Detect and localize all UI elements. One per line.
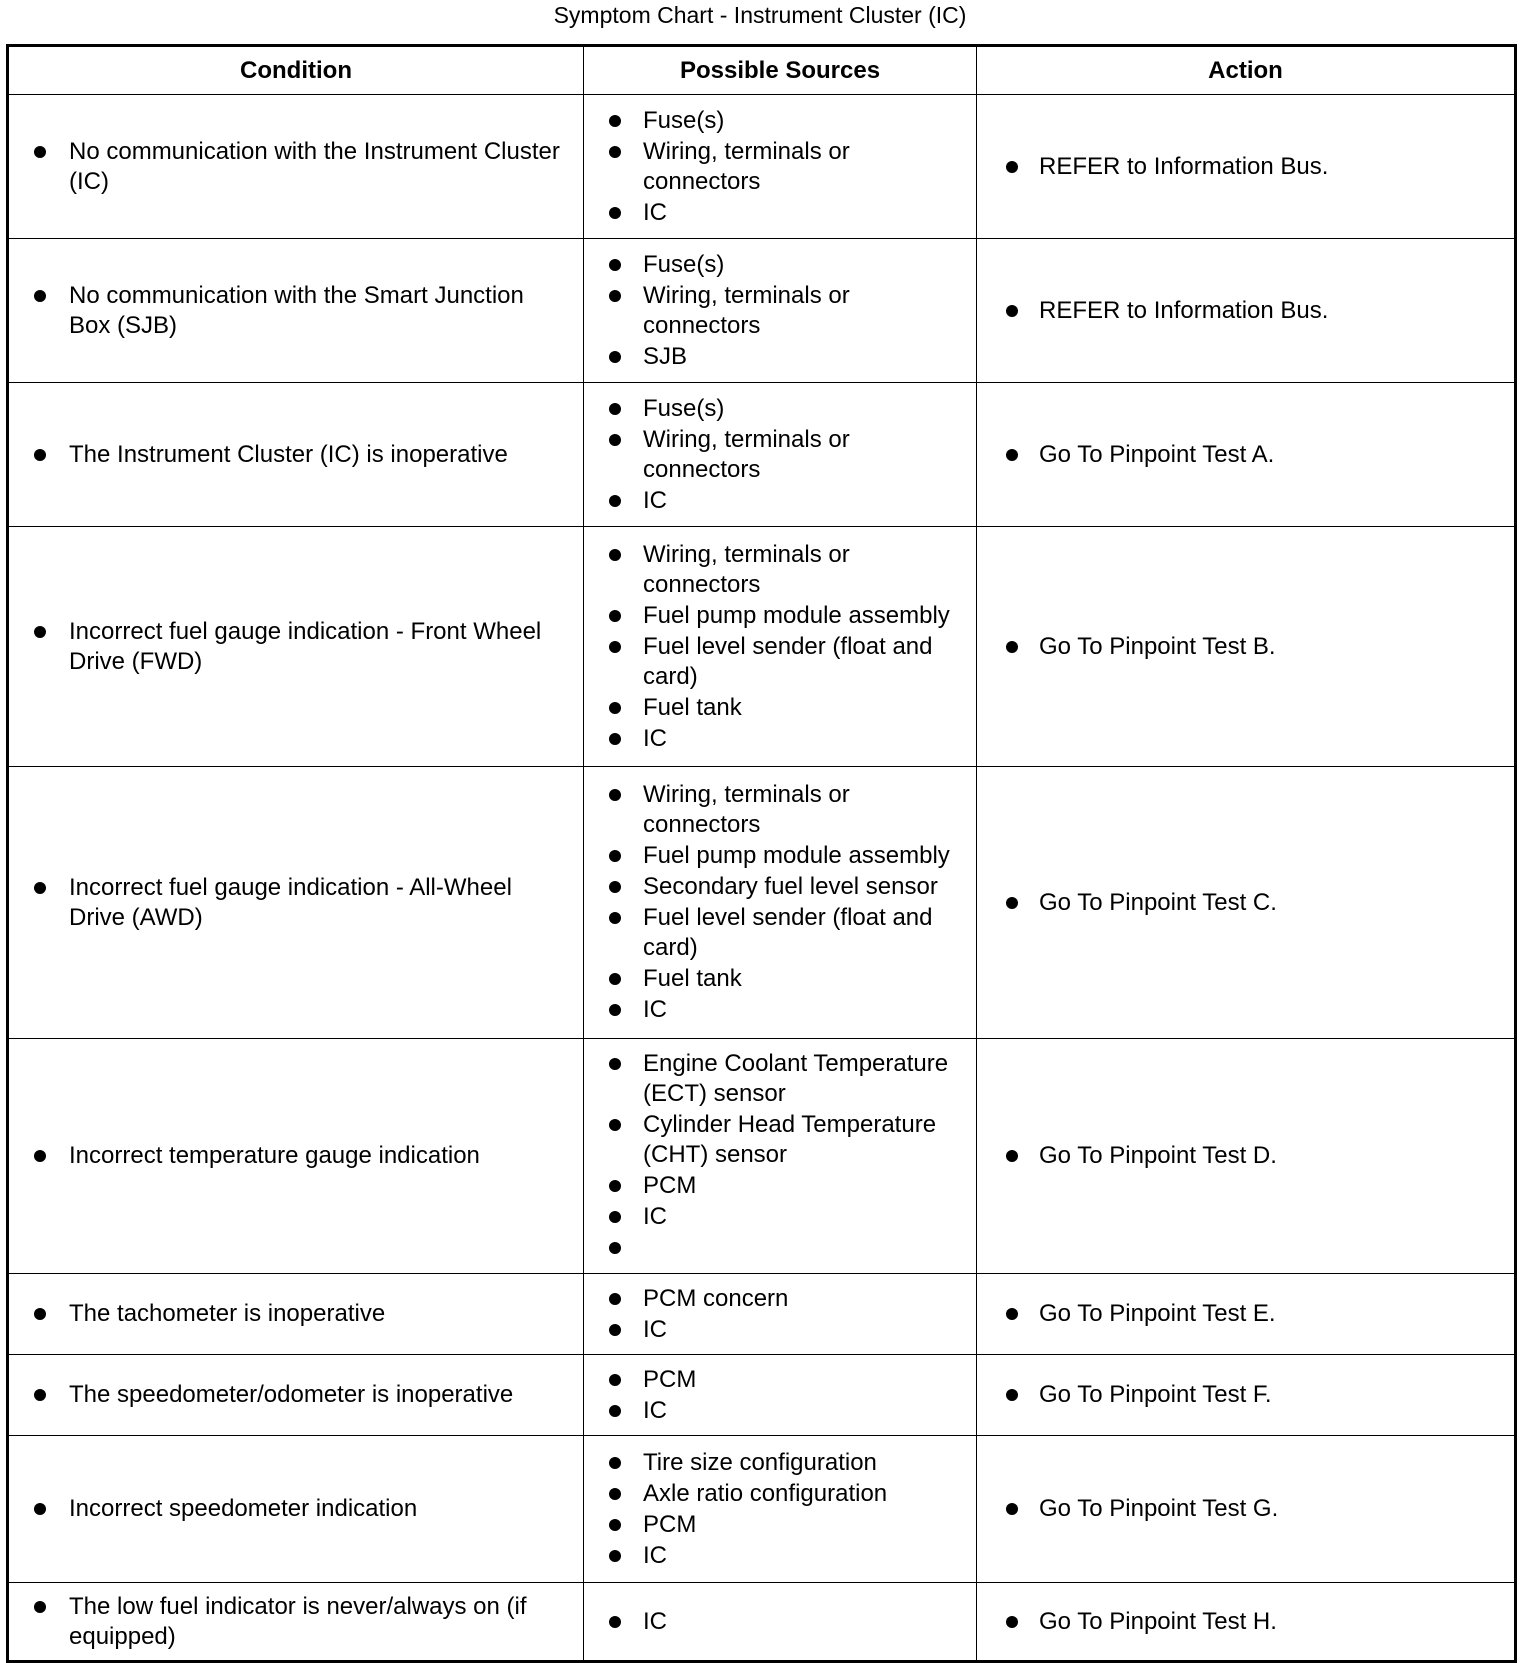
source-item bbox=[609, 693, 968, 723]
source-item-text: Wiring, terminals or connectors bbox=[643, 281, 850, 339]
bullet-icon bbox=[609, 1457, 621, 1469]
condition-cell bbox=[8, 1436, 584, 1583]
source-item-text: IC bbox=[643, 996, 667, 1023]
sources-cell bbox=[584, 239, 977, 383]
bullet-icon bbox=[609, 207, 621, 219]
bullet-icon bbox=[609, 549, 621, 561]
source-item-text: IC bbox=[643, 1607, 667, 1635]
table-row bbox=[8, 239, 1516, 383]
source-item bbox=[609, 1202, 968, 1232]
bullet-icon bbox=[609, 259, 621, 271]
source-item-text: IC bbox=[643, 198, 667, 226]
source-item bbox=[609, 1365, 968, 1395]
condition-item-text: The low fuel indicator is never/always on (if equipped) bbox=[69, 1592, 527, 1650]
condition-item-text: Incorrect fuel gauge indication - All-Wheel Drive (AWD) bbox=[69, 873, 512, 931]
bullet-icon bbox=[609, 1058, 621, 1070]
source-item-text: IC bbox=[643, 1396, 667, 1424]
table-row bbox=[8, 527, 1516, 767]
bullet-icon bbox=[1006, 897, 1018, 909]
source-item bbox=[609, 841, 968, 871]
sources-cell bbox=[584, 1436, 977, 1583]
bullet-icon bbox=[609, 1550, 621, 1562]
bullet-icon bbox=[609, 146, 621, 158]
action-item bbox=[1006, 1299, 1502, 1329]
action-item bbox=[1006, 1607, 1502, 1637]
table-row bbox=[8, 1274, 1516, 1355]
condition-item-text: No communication with the Instrument Cluster (IC) bbox=[69, 137, 560, 195]
bullet-icon bbox=[609, 351, 621, 363]
table-row bbox=[8, 1355, 1516, 1436]
source-item bbox=[609, 281, 968, 341]
action-item bbox=[1006, 152, 1502, 182]
action-item bbox=[1006, 1380, 1502, 1410]
source-item bbox=[609, 964, 968, 994]
action-item-text: Go To Pinpoint Test B. bbox=[1039, 632, 1276, 660]
bullet-icon bbox=[609, 881, 621, 893]
source-item bbox=[609, 903, 968, 963]
source-item bbox=[609, 1171, 968, 1201]
bullet-icon bbox=[609, 434, 621, 446]
bullet-icon bbox=[609, 1519, 621, 1531]
bullet-icon bbox=[1006, 1389, 1018, 1401]
condition-item-text: The speedometer/odometer is inoperative bbox=[69, 1381, 514, 1408]
action-cell bbox=[977, 95, 1516, 239]
action-item-text: Go To Pinpoint Test A. bbox=[1039, 440, 1275, 468]
source-item-text: SJB bbox=[643, 342, 688, 370]
bullet-icon bbox=[1006, 1308, 1018, 1320]
source-item-text: Fuse(s) bbox=[643, 250, 725, 278]
source-item-text: Fuse(s) bbox=[643, 394, 725, 422]
bullet-icon bbox=[34, 290, 46, 302]
action-item-text: Go To Pinpoint Test G. bbox=[1039, 1495, 1279, 1522]
source-item-text: IC bbox=[643, 1541, 667, 1569]
source-item-text: PCM bbox=[643, 1172, 697, 1199]
source-item-text: Fuse(s) bbox=[643, 106, 725, 134]
action-item bbox=[1006, 1141, 1502, 1171]
source-item-text: PCM bbox=[643, 1510, 697, 1538]
action-item-text: REFER to Information Bus. bbox=[1039, 296, 1329, 324]
table-row bbox=[8, 1436, 1516, 1583]
condition-item bbox=[34, 1494, 571, 1524]
source-item bbox=[609, 780, 968, 840]
source-item-text: PCM bbox=[643, 1365, 697, 1393]
action-item-text: Go To Pinpoint Test D. bbox=[1039, 1142, 1277, 1169]
source-item bbox=[609, 1233, 968, 1263]
source-item-text: Wiring, terminals or connectors bbox=[643, 425, 850, 483]
bullet-icon bbox=[609, 1324, 621, 1336]
bullet-icon bbox=[609, 115, 621, 127]
bullet-icon bbox=[609, 1180, 621, 1192]
bullet-icon bbox=[34, 1150, 46, 1162]
source-item-text: IC bbox=[643, 1203, 667, 1230]
source-item bbox=[609, 1284, 968, 1314]
action-item-text: Go To Pinpoint Test F. bbox=[1039, 1381, 1272, 1408]
bullet-icon bbox=[609, 1616, 621, 1628]
condition-item bbox=[34, 873, 571, 933]
condition-cell bbox=[8, 1355, 584, 1436]
source-item bbox=[609, 342, 968, 372]
table-row bbox=[8, 95, 1516, 239]
source-item-text: Fuel pump module assembly bbox=[643, 601, 950, 629]
sources-cell bbox=[584, 1274, 977, 1355]
table-row bbox=[8, 1039, 1516, 1274]
condition-item bbox=[34, 281, 571, 341]
source-item bbox=[609, 425, 968, 485]
source-item-text: IC bbox=[643, 1315, 667, 1343]
sources-cell bbox=[584, 1355, 977, 1436]
source-item bbox=[609, 1049, 968, 1109]
source-item-text: Fuel tank bbox=[643, 965, 742, 992]
condition-item bbox=[34, 1299, 571, 1329]
source-item bbox=[609, 872, 968, 902]
condition-item-text: The Instrument Cluster (IC) is inoperative bbox=[69, 440, 508, 468]
bullet-icon bbox=[34, 882, 46, 894]
condition-cell bbox=[8, 239, 584, 383]
source-item-text: Fuel pump module assembly bbox=[643, 842, 950, 869]
sources-cell bbox=[584, 1039, 977, 1274]
sources-cell bbox=[584, 383, 977, 527]
action-item-text: Go To Pinpoint Test C. bbox=[1039, 888, 1277, 916]
source-item-text: Cylinder Head Temperature (CHT) sensor bbox=[643, 1111, 937, 1168]
source-item bbox=[609, 137, 968, 197]
action-cell bbox=[977, 1583, 1516, 1662]
bullet-icon bbox=[609, 610, 621, 622]
bullet-icon bbox=[609, 973, 621, 985]
source-item bbox=[609, 1479, 968, 1509]
bullet-icon bbox=[1006, 161, 1018, 173]
source-item bbox=[609, 1396, 968, 1426]
action-cell bbox=[977, 1436, 1516, 1583]
bullet-icon bbox=[34, 1601, 46, 1613]
condition-item bbox=[34, 137, 571, 197]
source-item-text: Wiring, terminals or connectors bbox=[643, 540, 850, 598]
action-item-text: Go To Pinpoint Test E. bbox=[1039, 1300, 1276, 1327]
bullet-icon bbox=[609, 702, 621, 714]
source-item-text: Fuel level sender (float and card) bbox=[643, 632, 933, 690]
condition-cell bbox=[8, 1274, 584, 1355]
condition-item bbox=[34, 1592, 571, 1652]
source-item bbox=[609, 1110, 968, 1170]
source-item-text: IC bbox=[643, 486, 667, 514]
source-item-text: Wiring, terminals or connectors bbox=[643, 781, 850, 838]
action-item bbox=[1006, 296, 1502, 326]
action-cell bbox=[977, 1039, 1516, 1274]
bullet-icon bbox=[609, 641, 621, 653]
symptom-chart-table bbox=[6, 44, 1517, 1663]
source-item-text: Secondary fuel level sensor bbox=[643, 873, 938, 900]
bullet-icon bbox=[34, 1308, 46, 1320]
sources-cell bbox=[584, 95, 977, 239]
source-item-text: Engine Coolant Temperature (ECT) sensor bbox=[643, 1050, 949, 1107]
bullet-icon bbox=[609, 912, 621, 924]
page-title: Symptom Chart - Instrument Cluster (IC) bbox=[553, 2, 967, 28]
action-item bbox=[1006, 440, 1502, 470]
source-item-text: Tire size configuration bbox=[643, 1448, 877, 1476]
source-item bbox=[609, 632, 968, 692]
action-cell bbox=[977, 767, 1516, 1039]
bullet-icon bbox=[1006, 1503, 1018, 1515]
bullet-icon bbox=[1006, 641, 1018, 653]
bullet-icon bbox=[609, 733, 621, 745]
source-item bbox=[609, 1448, 968, 1478]
bullet-icon bbox=[609, 850, 621, 862]
bullet-icon bbox=[1006, 449, 1018, 461]
table-row bbox=[8, 767, 1516, 1039]
source-item bbox=[609, 995, 968, 1025]
condition-item bbox=[34, 617, 571, 677]
action-header: Action bbox=[977, 46, 1516, 95]
source-item bbox=[609, 1541, 968, 1571]
table-body bbox=[8, 95, 1516, 1662]
source-item bbox=[609, 601, 968, 631]
bullet-icon bbox=[1006, 1616, 1018, 1628]
source-item-text: PCM concern bbox=[643, 1284, 789, 1312]
action-cell bbox=[977, 1274, 1516, 1355]
bullet-icon bbox=[609, 495, 621, 507]
condition-item bbox=[34, 1141, 571, 1171]
condition-cell bbox=[8, 383, 584, 527]
condition-cell bbox=[8, 527, 584, 767]
condition-header: Condition bbox=[8, 46, 584, 95]
possible-sources-header: Possible Sources bbox=[584, 46, 977, 95]
source-item bbox=[609, 1607, 968, 1637]
action-cell bbox=[977, 239, 1516, 383]
source-item bbox=[609, 198, 968, 228]
bullet-icon bbox=[34, 1389, 46, 1401]
bullet-icon bbox=[609, 789, 621, 801]
source-item bbox=[609, 1315, 968, 1345]
bullet-icon bbox=[1006, 305, 1018, 317]
condition-item-text: No communication with the Smart Junction Box (SJB) bbox=[69, 281, 524, 339]
condition-item bbox=[34, 440, 571, 470]
source-item bbox=[609, 394, 968, 424]
bullet-icon bbox=[609, 1405, 621, 1417]
action-item-text: REFER to Information Bus. bbox=[1039, 152, 1329, 180]
table-header-row bbox=[8, 46, 1516, 95]
table-row bbox=[8, 383, 1516, 527]
source-item-text: Axle ratio configuration bbox=[643, 1479, 888, 1507]
source-item bbox=[609, 724, 968, 754]
sources-cell bbox=[584, 527, 977, 767]
condition-cell bbox=[8, 767, 584, 1039]
table-row bbox=[8, 1583, 1516, 1662]
bullet-icon bbox=[609, 1004, 621, 1016]
bullet-icon bbox=[609, 1293, 621, 1305]
condition-item-text: Incorrect speedometer indication bbox=[69, 1495, 418, 1522]
condition-cell bbox=[8, 95, 584, 239]
bullet-icon bbox=[609, 1211, 621, 1223]
bullet-icon bbox=[1006, 1150, 1018, 1162]
bullet-icon bbox=[609, 403, 621, 415]
source-item-text: Wiring, terminals or connectors bbox=[643, 137, 850, 195]
source-item-text: Fuel tank bbox=[643, 693, 742, 721]
source-item bbox=[609, 250, 968, 280]
condition-cell bbox=[8, 1583, 584, 1662]
bullet-icon bbox=[34, 449, 46, 461]
action-item bbox=[1006, 888, 1502, 918]
bullet-icon bbox=[609, 1242, 621, 1254]
action-item bbox=[1006, 1494, 1502, 1524]
bullet-icon bbox=[34, 626, 46, 638]
bullet-icon bbox=[34, 1503, 46, 1515]
sources-cell bbox=[584, 1583, 977, 1662]
action-cell bbox=[977, 383, 1516, 527]
source-item bbox=[609, 540, 968, 600]
source-item bbox=[609, 1510, 968, 1540]
condition-item-text: Incorrect temperature gauge indication bbox=[69, 1142, 480, 1169]
sources-cell bbox=[584, 767, 977, 1039]
action-cell bbox=[977, 527, 1516, 767]
bullet-icon bbox=[609, 290, 621, 302]
source-item-text: Fuel level sender (float and card) bbox=[643, 904, 933, 961]
condition-item bbox=[34, 1380, 571, 1410]
bullet-icon bbox=[609, 1119, 621, 1131]
action-cell bbox=[977, 1355, 1516, 1436]
action-item-text: Go To Pinpoint Test H. bbox=[1039, 1607, 1277, 1635]
action-item bbox=[1006, 632, 1502, 662]
bullet-icon bbox=[609, 1488, 621, 1500]
source-item bbox=[609, 106, 968, 136]
bullet-icon bbox=[609, 1374, 621, 1386]
bullet-icon bbox=[34, 146, 46, 158]
condition-item-text: The tachometer is inoperative bbox=[69, 1300, 386, 1327]
source-item bbox=[609, 486, 968, 516]
condition-cell bbox=[8, 1039, 584, 1274]
condition-item-text: Incorrect fuel gauge indication - Front Wheel Drive (FWD) bbox=[69, 617, 542, 675]
source-item-text: IC bbox=[643, 724, 667, 752]
